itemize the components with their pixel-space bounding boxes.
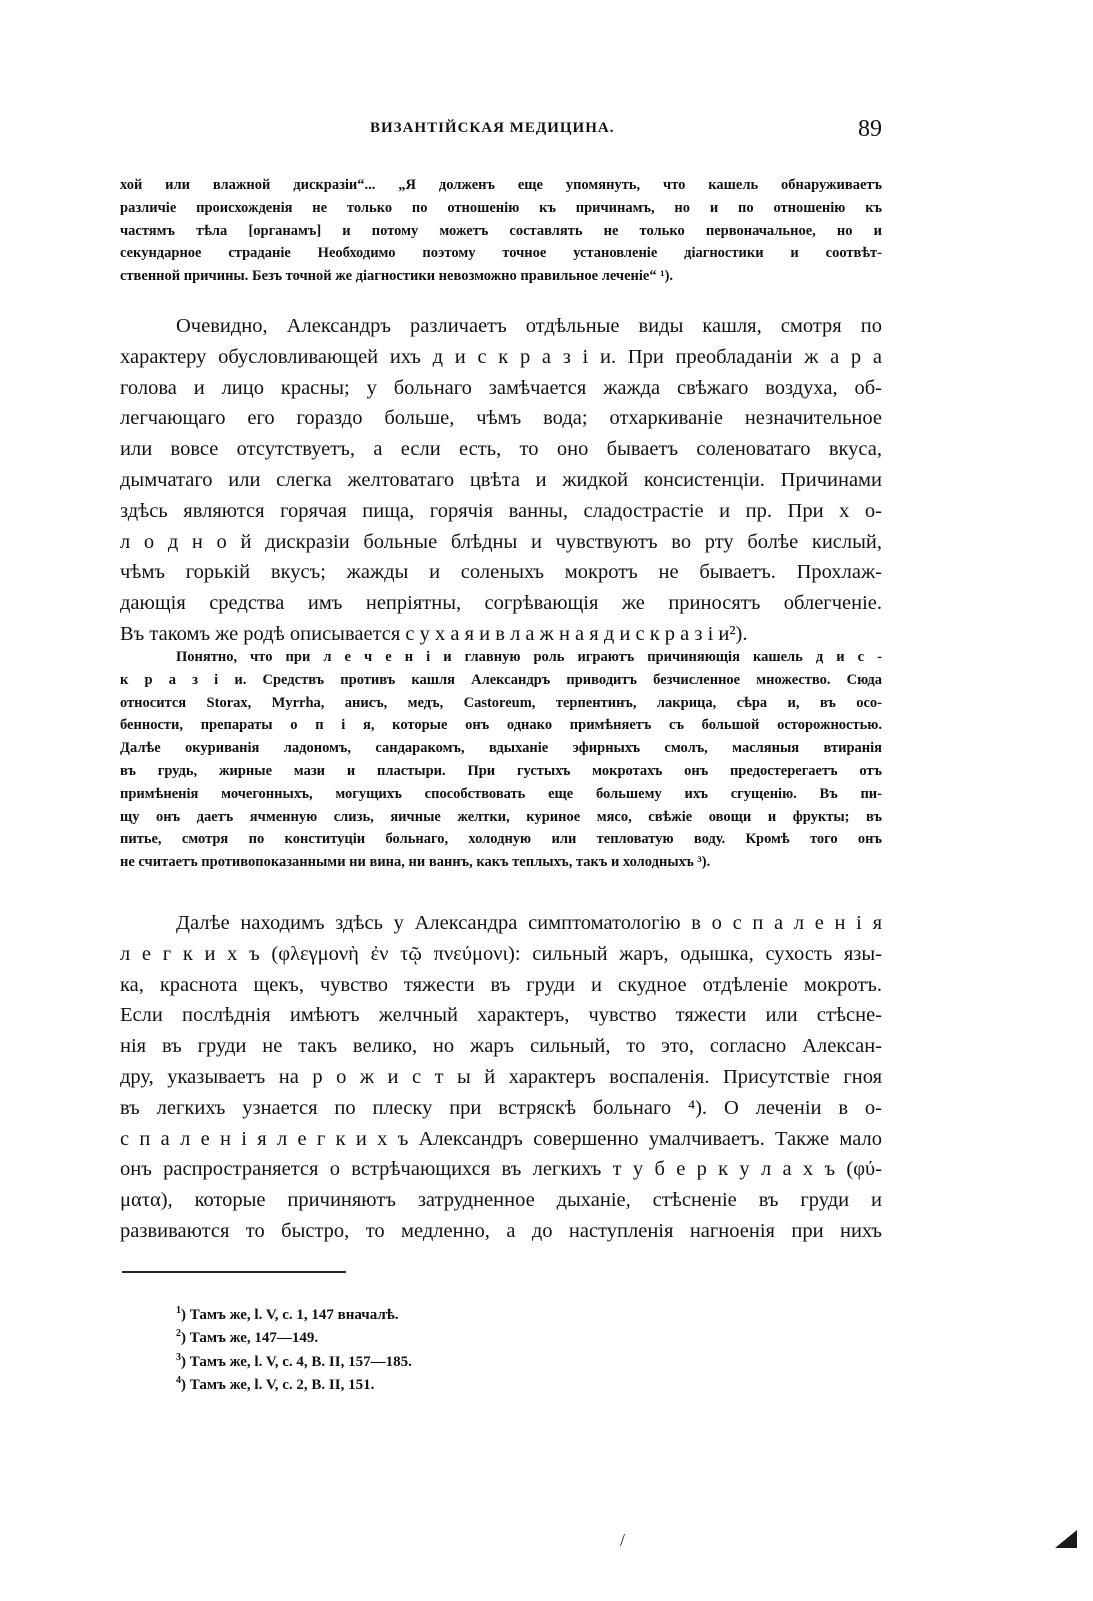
- footnote-text: Тамъ же, 147—149.: [189, 1330, 319, 1347]
- paragraph-line: голова и лицо красны; у больнаго замѣчается жажда свѣжаго воздуха, об-: [120, 376, 882, 399]
- stray-ink-mark: /: [620, 1530, 626, 1550]
- paragraph-cough-types: [120, 311, 882, 650]
- running-title: ВИЗАНТІЙСКАЯ МЕДИЦИНА.: [370, 120, 615, 136]
- quote-line: частямъ тѣла [органамъ] и потому можетъ составлять не только первоначальное, но и: [120, 222, 882, 239]
- footnote-mark: 4: [176, 1375, 181, 1387]
- footnote: $^4$) Тамъ же, l. V, c. 2, B. II, 151.: [176, 1375, 375, 1394]
- note-line: не считаетъ противопоказанными ни вина, ни ваннъ, какъ теплыхъ, такъ и холодныхъ ³).: [120, 854, 711, 871]
- paragraph-line: или вовсе отсутствуетъ, а если есть, то оно бываетъ соленоватаго вкуса,: [120, 438, 882, 461]
- paragraph-line: Если послѣднія имѣютъ желчный характеръ, чувство тяжести или стѣсне-: [120, 1004, 882, 1027]
- footnote: $^1$) Тамъ же, l. V, c. 1, 147 вначалѣ.: [176, 1305, 399, 1323]
- quote-line: секундарное страданіе Необходимо поэтому точное установленіе діагностики и соотвѣт-: [120, 245, 882, 262]
- footnote-text: Тамъ же, l. V, c. 2, B. II, 151.: [189, 1377, 375, 1394]
- footnote-mark: 2: [176, 1328, 181, 1340]
- footnote: $^2$) Тамъ же, 147—149.: [176, 1328, 319, 1347]
- paragraph-line: Очевидно, Александръ различаетъ отдѣльные виды кашля, смотря по: [176, 315, 882, 337]
- paragraph-line: Въ такомъ же родѣ описывается с у х а я и в л а ж н а я д и с к р а з і и²).: [120, 622, 748, 645]
- quote-line: ственной причины. Безъ точной же діагностики невозможно правильное леченіе“ ¹).: [120, 268, 674, 285]
- paragraph-line: нія въ груди не такъ велико, но жаръ сильный, то это, согласно Алексан-: [120, 1035, 882, 1058]
- note-line: Понятно, что при л е ч е н і и главную роль играютъ причиняющія кашель д и с -: [176, 649, 882, 665]
- paragraph-line: легчающаго его гораздо больше, чѣмъ вода; отхаркиваніе незначительное: [120, 407, 882, 430]
- paragraph-pneumonia: [120, 908, 882, 1247]
- paragraph-line: Далѣе находимъ здѣсь у Александра симптоматологію в о с п а л е н і я: [176, 912, 882, 934]
- paragraph-line: дающія средства имъ непріятны, согрѣвающія же приносятъ облегченіе.: [120, 592, 882, 615]
- paragraph-line: чѣмъ горькій вкусъ; жажды и соленыхъ мокротъ не бываетъ. Прохлаж-: [120, 561, 882, 584]
- note-line: примѣненія мочегонныхъ, могущихъ способствовать еще большему ихъ сгущенію. Въ пи-: [120, 785, 882, 802]
- paragraph-line: развиваются то быстро, то медленно, а до наступленія нагноенія при нихъ: [120, 1219, 882, 1242]
- paragraph-line: л о д н о й дискразіи больные блѣдны и чувствуютъ во рту болѣе кислый,: [120, 530, 882, 553]
- paragraph-line: л е г к и х ъ (φλεγμονὴ ἐν τῷ πνεύμονι): сильный жаръ, одышка, сухость язы-: [120, 942, 882, 965]
- paragraph-line: с п а л е н і я л е г к и х ъ Александръ совершенно умалчиваетъ. Также мало: [120, 1127, 882, 1150]
- footnote: $^3$) Тамъ же, l. V, c. 4, B. II, 157—185.: [176, 1351, 412, 1370]
- paragraph-line: въ легкихъ узнается по плеску при встряскѣ больнаго ⁴). О леченіи в о-: [120, 1096, 882, 1119]
- page-number: 89: [858, 116, 882, 142]
- footnote-divider: [122, 1271, 346, 1273]
- note-line: относится Storax, Myrrha, анисъ, медъ, Castoreum, терпентинъ, лакрица, сѣра и, въ осо-: [120, 694, 882, 711]
- corner-ink-blot: [1055, 1530, 1077, 1548]
- note-line: щу онъ даетъ ячменную слизь, яичные желтки, куриное мясо, свѣжіе овощи и фрукты; въ: [120, 808, 882, 825]
- quotation-block: [120, 174, 882, 288]
- paragraph-line: дру, указываетъ на р о ж и с т ы й характеръ воспаленія. Присутствіе гноя: [120, 1065, 882, 1088]
- running-head: [120, 116, 890, 146]
- small-print-note: [120, 646, 882, 874]
- note-line: бенности, препараты о п і я, которые онъ однако примѣняетъ съ большой осторожностью.: [120, 717, 882, 734]
- paragraph-line: ματα), которые причиняютъ затрудненное дыханіе, стѣсненіе въ груди и: [120, 1189, 882, 1212]
- footnote-mark: 3: [176, 1351, 181, 1363]
- paragraph-line: дымчатаго или слегка желтоватаго цвѣта и жидкой консистенціи. Причинами: [120, 468, 882, 491]
- paragraph-line: характеру обусловливающей ихъ д и с к р а з і и. При преобладаніи ж а р а: [120, 345, 882, 368]
- quote-line: различіе происхожденія не только по отношенію къ причинамъ, но и по отношенію къ: [120, 199, 882, 216]
- quote-line: хой или влажной дискразіи“... „Я долженъ еще упомянуть, что кашель обнаруживаетъ: [120, 177, 882, 193]
- paragraph-line: онъ распространяется о встрѣчающихся въ легкихъ т у б е р к у л а х ъ (φύ-: [120, 1158, 882, 1181]
- note-line: въ грудь, жирные мази и пластыри. При густыхъ мокротахъ онъ предостерегаетъ отъ: [120, 762, 882, 779]
- footnote-mark: 1: [176, 1305, 181, 1316]
- paragraph-line: ка, краснота щекъ, чувство тяжести въ груди и скудное отдѣленіе мокротъ.: [120, 973, 882, 996]
- footnote-text: Тамъ же, l. V, c. 4, B. II, 157—185.: [189, 1353, 412, 1370]
- note-line: к р а з і и. Средствъ противъ кашля Александръ приводитъ безчисленное множество. Сюда: [120, 671, 882, 688]
- footnotes: [176, 1299, 412, 1393]
- note-line: питье, смотря по конституціи больнаго, холодную или тепловатую воду. Кромѣ того онъ: [120, 831, 882, 848]
- note-line: Далѣе окуриванія ладономъ, сандаракомъ, вдыханіе эфирныхъ смолъ, масляныя втиранія: [120, 740, 882, 757]
- footnote-text: Тамъ же, l. V, c. 1, 147 вначалѣ.: [189, 1307, 399, 1323]
- paragraph-line: здѣсь являются горячая пища, горячія ванны, сладострастіе и пр. При х о-: [120, 499, 882, 522]
